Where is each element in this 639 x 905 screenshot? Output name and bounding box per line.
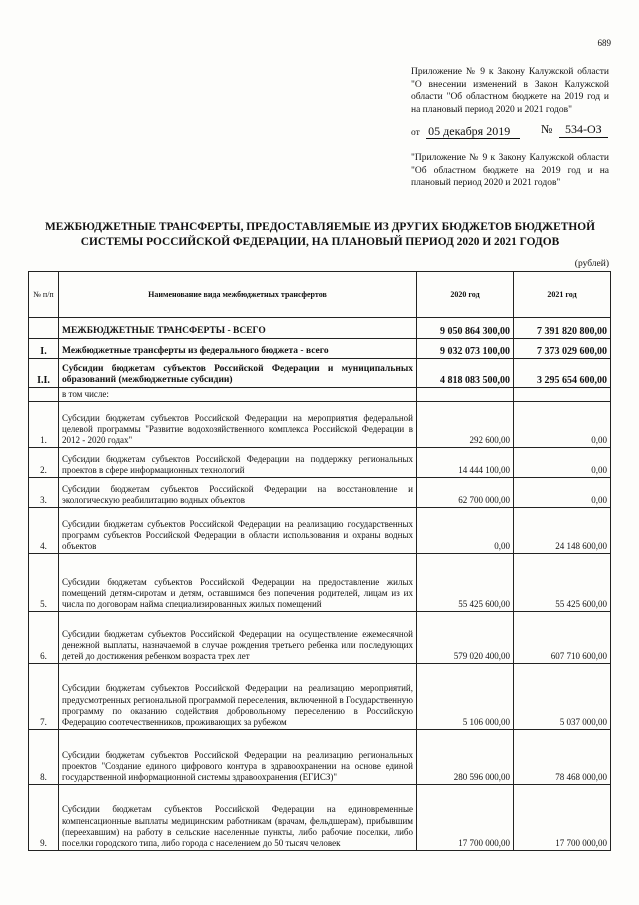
- row-2020: 280 596 000,00: [417, 730, 514, 785]
- total-name: МЕЖБЮДЖЕТНЫЕ ТРАНСФЕРТЫ - ВСЕГО: [59, 318, 417, 339]
- law-date-line: [411, 124, 609, 139]
- row-2021: 24 148 600,00: [514, 508, 611, 554]
- law-number: 534-ОЗ: [559, 122, 608, 138]
- law-date: 05 декабря 2019: [426, 124, 520, 139]
- section-2021: 7 373 029 600,00: [514, 339, 611, 359]
- row-number: 5.: [29, 554, 59, 612]
- total-2021: 7 391 820 800,00: [514, 318, 611, 339]
- row-name: Субсидии бюджетам субъектов Российской Федерации на реализацию государственных программ субъектов Российской Федерации в области использования и охраны водных объектов: [59, 508, 417, 554]
- row-2021: 55 425 600,00: [514, 554, 611, 612]
- row-name: Субсидии бюджетам субъектов Российской Федерации на единовременные компенсационные выплаты медицинским работникам (врачам, фельдшерам), прибывшим (переехавшим) на работу в сельские населенные пункты, либо рабочие поселки, либо поселки городского типа, либо города с населением до 50 тысяч человек: [59, 785, 417, 851]
- table-row: [29, 402, 611, 448]
- total-2020: 9 050 864 300,00: [417, 318, 514, 339]
- row-2020: 5 106 000,00: [417, 664, 514, 730]
- including-number: [29, 388, 59, 402]
- row-number: 3.: [29, 478, 59, 508]
- row-number: 2.: [29, 448, 59, 478]
- table-row: [29, 730, 611, 785]
- row-2020: 14 444 100,00: [417, 448, 514, 478]
- row-name: Субсидии бюджетам субъектов Российской Федерации на поддержку региональных проектов в сфере информационных технологий: [59, 448, 417, 478]
- currency-unit: (рублей): [574, 259, 609, 269]
- total-number: [29, 318, 59, 339]
- table-row: [29, 448, 611, 478]
- appendix-reference-amending-law: Приложение № 9 к Закону Калужской области "О внесении изменений в Закон Калужской области "Об областном бюджете на 2019 год и на плановый период 2020 и 2021 годов": [411, 67, 609, 115]
- row-name: Субсидии бюджетам субъектов Российской Федерации на предоставление жилых помещений детям-сиротам и детям, оставшимся без попечения родителей, лицам из их числа по договорам найма специализированных жилых помещений: [59, 554, 417, 612]
- appendix-reference-budget-law: "Приложение № 9 к Закону Калужской области "Об областном бюджете на 2019 год и на плановый период 2020 и 2021 годов": [411, 153, 609, 189]
- row-2020: 62 700 000,00: [417, 478, 514, 508]
- table-row: [29, 508, 611, 554]
- transfers-table: [28, 271, 611, 851]
- row-name: Субсидии бюджетам субъектов Российской Федерации на восстановление и экологическую реабилитацию водных объектов: [59, 478, 417, 508]
- row-name: Субсидии бюджетам субъектов Российской Федерации на реализацию мероприятий, предусмотренных региональной программой переселения, включенной в Государственную программу по оказанию содействия добровольному переселению в Российскую Федерацию соотечественников, проживающих за рубежом: [59, 664, 417, 730]
- page-number: 689: [597, 38, 611, 48]
- row-number: 7.: [29, 664, 59, 730]
- date-label: от: [411, 128, 420, 138]
- row-2020: 17 700 000,00: [417, 785, 514, 851]
- document-title: [26, 220, 614, 250]
- row-2021: 78 468 000,00: [514, 730, 611, 785]
- row-name: Субсидии бюджетам субъектов Российской Федерации на осуществление ежемесячной денежной выплаты, назначаемой в случае рождения третьего ребенка или последующих детей до достижения ребенком возраста трех лет: [59, 612, 417, 664]
- including-2020: [417, 388, 514, 402]
- including-2021: [514, 388, 611, 402]
- number-label: №: [541, 122, 553, 136]
- row-2021: 0,00: [514, 402, 611, 448]
- section-name: Межбюджетные трансферты из федерального бюджета - всего: [59, 339, 417, 359]
- subsection-2021: 3 295 654 600,00: [514, 359, 611, 388]
- header-name: Наименование вида межбюджетных трансфертов: [59, 272, 417, 318]
- title-line-1: МЕЖБЮДЖЕТНЫЕ ТРАНСФЕРТЫ, ПРЕДОСТАВЛЯЕМЫЕ ИЗ ДРУГИХ БЮДЖЕТОВ БЮДЖЕТНОЙ: [45, 221, 595, 233]
- row-number: 8.: [29, 730, 59, 785]
- row-2020: 55 425 600,00: [417, 554, 514, 612]
- row-number: 4.: [29, 508, 59, 554]
- header-number: № п/п: [29, 272, 59, 318]
- table-row: [29, 612, 611, 664]
- section-row: [29, 339, 611, 359]
- total-row: [29, 318, 611, 339]
- row-2021: 607 710 600,00: [514, 612, 611, 664]
- title-line-2: СИСТЕМЫ РОССИЙСКОЙ ФЕДЕРАЦИИ, НА ПЛАНОВЫЙ ПЕРИОД 2020 И 2021 ГОДОВ: [80, 236, 560, 248]
- subsection-2020: 4 818 083 500,00: [417, 359, 514, 388]
- row-number: 6.: [29, 612, 59, 664]
- including-row: [29, 388, 611, 402]
- row-2021: 0,00: [514, 448, 611, 478]
- row-2021: 5 037 000,00: [514, 664, 611, 730]
- section-2020: 9 032 073 100,00: [417, 339, 514, 359]
- table-row: [29, 554, 611, 612]
- row-2020: 292 600,00: [417, 402, 514, 448]
- subsection-number: I.I.: [29, 359, 59, 388]
- row-2020: 0,00: [417, 508, 514, 554]
- row-2021: 17 700 000,00: [514, 785, 611, 851]
- including-label: в том числе:: [59, 388, 417, 402]
- row-2020: 579 020 400,00: [417, 612, 514, 664]
- header-2021: 2021 год: [514, 272, 611, 318]
- row-name: Субсидии бюджетам субъектов Российской Федерации на реализацию региональных проектов "Создание единого цифрового контура в здравоохранении на основе единой государственной информационной системы здравоохранения (ЕГИСЗ)": [59, 730, 417, 785]
- subsection-row: [29, 359, 611, 388]
- row-number: 9.: [29, 785, 59, 851]
- row-number: 1.: [29, 402, 59, 448]
- table-row: [29, 664, 611, 730]
- header-2020: 2020 год: [417, 272, 514, 318]
- table-header-row: [29, 272, 611, 318]
- row-name: Субсидии бюджетам субъектов Российской Федерации на мероприятия федеральной целевой программы "Развитие водохозяйственного комплекса Российской Федерации в 2012 - 2020 годах": [59, 402, 417, 448]
- table-row: [29, 478, 611, 508]
- table-row: [29, 785, 611, 851]
- subsection-name: Субсидии бюджетам субъектов Российской Федерации и муниципальных образований (межбюджетные субсидии): [59, 359, 417, 388]
- section-number: I.: [29, 339, 59, 359]
- row-2021: 0,00: [514, 478, 611, 508]
